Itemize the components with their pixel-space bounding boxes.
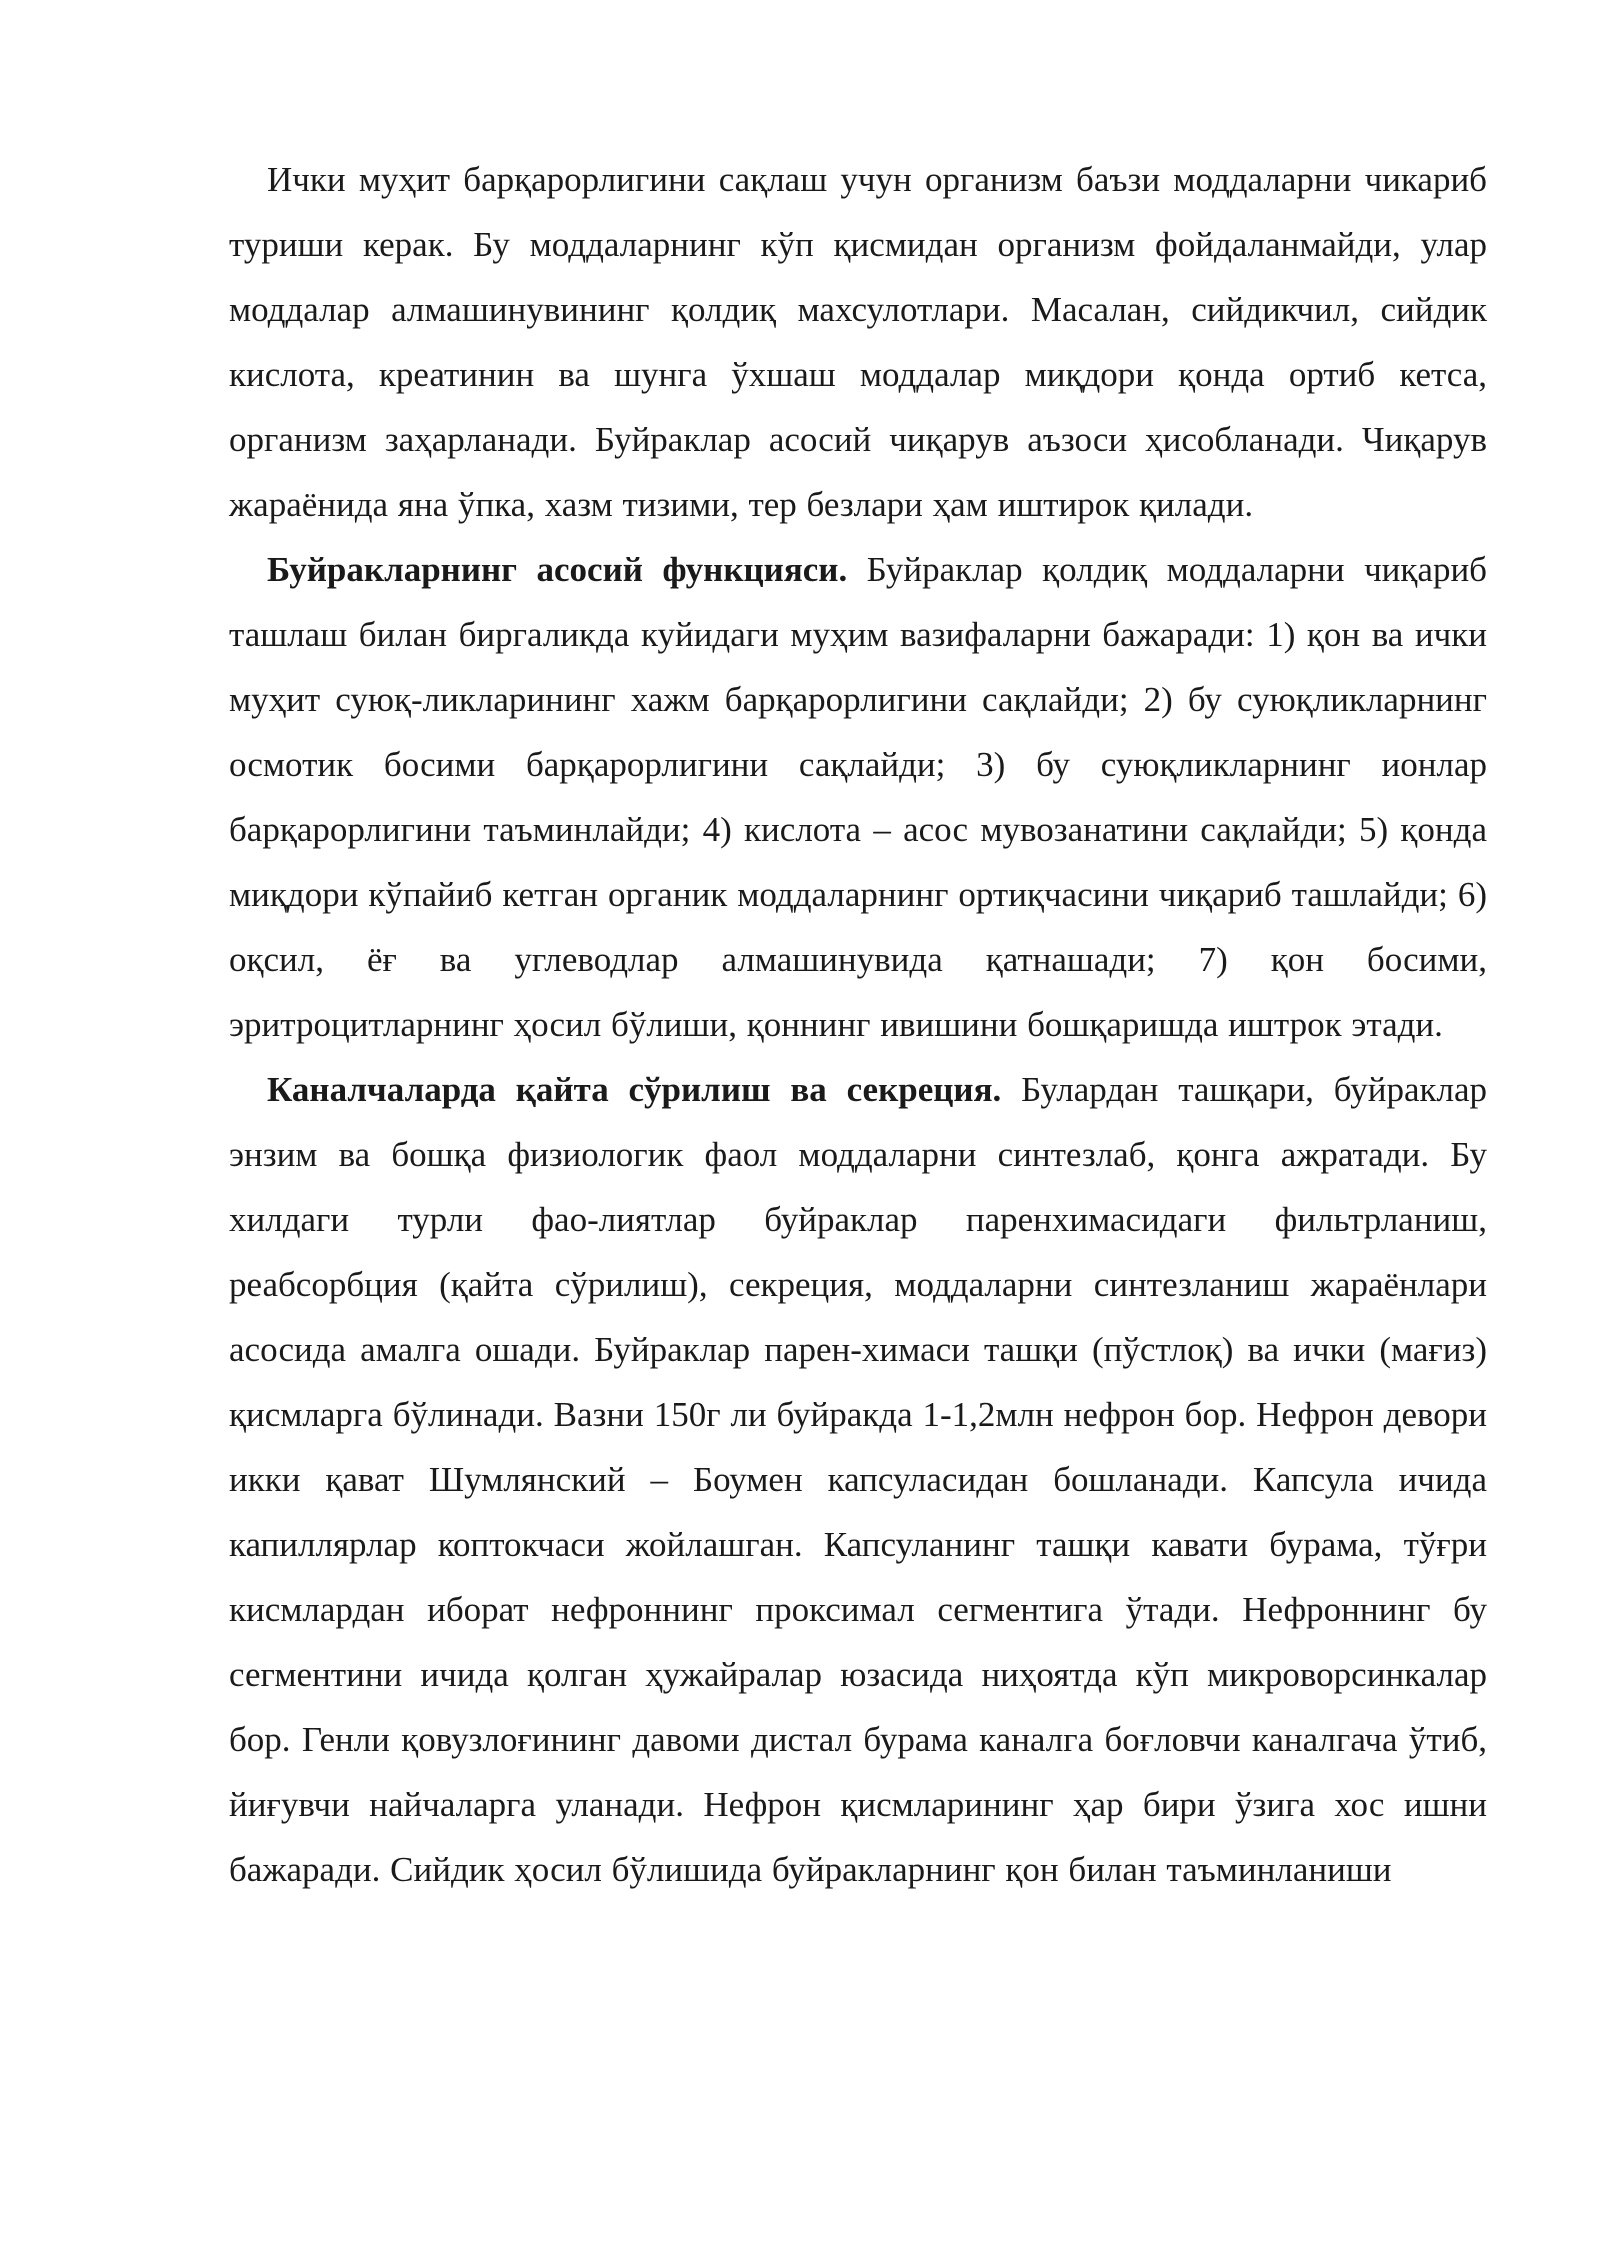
section-heading: Буйракларнинг асосий функцияси. [267,550,848,589]
paragraph-reabsorption-secretion [229,1057,1487,1902]
paragraph-intro [229,147,1487,537]
paragraph-kidney-functions [229,537,1487,1057]
document-page [229,147,1487,1902]
section-heading: Каналчаларда қайта сўрилиш ва секреция. [267,1070,1002,1109]
paragraph-text: Буйраклар қолдиқ моддаларни чиқариб ташлаш билан биргаликда куйидаги муҳим вазифаларни бажаради: 1) қон ва ички муҳит суюқ-ликларининг хажм барқарорлигини сақлайди; 2) бу суюқликларнинг осмотик босими барқарорлигини сақлайди; 3) бу суюқликларнинг ионлар барқарорлигини таъминлайди; 4) кислота – асос мувозанатини сақлайди; 5) қонда миқдори кўпайиб кетган органик моддаларнинг ортиқчасини чиқариб ташлайди; 6) оқсил, ёғ ва углеводлар алмашинувида қатнашади; 7) қон босими, эритроцитларнинг ҳосил бўлиши, қоннинг ивишини бошқаришда иштрок этади. [229,550,1487,1044]
paragraph-text: Ички муҳит барқарорлигини сақлаш учун организм баъзи моддаларни чикариб туриши керак. Бу моддаларнинг кўп қисмидан организм фойдаланмайди, улар моддалар алмашинувининг қолдиқ махсулотлари. Масалан, сийдикчил, сийдик кислота, креатинин ва шунга ўхшаш моддалар миқдори қонда ортиб кетса, организм заҳарланади. Буйраклар асосий чиқарув аъзоси ҳисобланади. Чиқарув жараёнида яна ўпка, хазм тизими, тер безлари ҳам иштирок қилади. [229,160,1487,524]
paragraph-text: Булардан ташқари, буйраклар энзим ва бошқа физиологик фаол моддаларни синтезлаб, қонга ажратади. Бу хилдаги турли фао-лиятлар буйраклар паренхимасидаги фильтрланиш, реабсорбция (қайта сўрилиш), секреция, моддаларни синтезланиш жараёнлари асосида амалга ошади. Буйраклар парен-химаси ташқи (пўстлоқ) ва ички (мағиз) қисмларга бўлинади. Вазни 150г ли буйракда 1-1,2млн нефрон бор. Нефрон девори икки қават Шумлянский – Боумен капсуласидан бошланади. Капсула ичида капиллярлар коптокчаси жойлашган. Капсуланинг ташқи кавати бурама, тўғри кисмлардан иборат нефроннинг проксимал сегментига ўтади. Нефроннинг бу сегментини ичида қолган ҳужайралар юзасида ниҳоятда кўп микроворсинкалар бор. Генли қовузлоғининг давоми дистал бурама каналга боғловчи каналгача ўтиб, йиғувчи найчаларга уланади. Нефрон қисмларининг ҳар бири ўзига хос ишни бажаради. Сийдик ҳосил бўлишида буйракларнинг қон билан таъминланиши [229,1070,1488,1889]
